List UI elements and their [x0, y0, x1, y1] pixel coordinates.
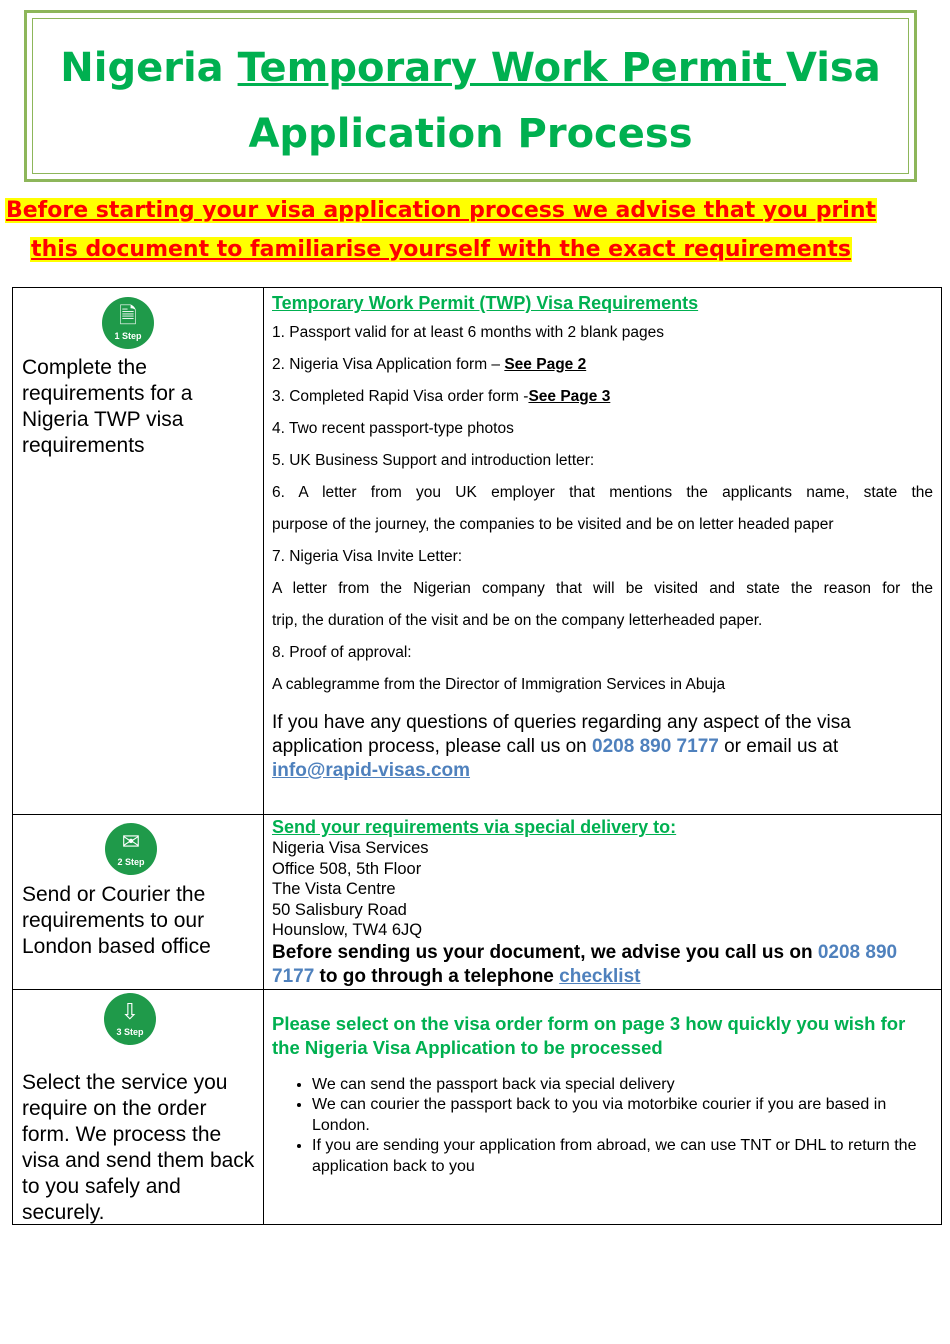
- checklist-link[interactable]: checklist: [559, 965, 641, 987]
- requirement-5: 5. UK Business Support and introduction letter:: [272, 452, 595, 469]
- step3-description: Select the service you require on the order form. We process the visa and send them back to you safely and securely.: [22, 1070, 255, 1224]
- requirement-1: 1. Passport valid for at least 6 months with 2 blank pages: [272, 324, 665, 341]
- address-line: The Vista Centre: [272, 880, 396, 898]
- requirement-6-line2: purpose of the journey, the companies to be visited and be on letter headed paper: [272, 516, 834, 533]
- list-item: • We can courier the passport back to you via motorbike courier if you are based in London.: [312, 1095, 933, 1136]
- address-line: Hounslow, TW4 6JQ: [272, 921, 423, 939]
- step3-heading: Please select on the visa order form on page 3 how quickly you wish for the Nigeria Visa Application to be processed: [272, 1012, 906, 1058]
- before-sending-note: [272, 941, 933, 989]
- step1-right: [264, 288, 942, 815]
- requirement-2-text: 2. Nigeria Visa Application form –: [272, 356, 505, 373]
- list-item: • We can send the passport back via special delivery: [312, 1075, 933, 1096]
- requirement-4: 4. Two recent passport-type photos: [272, 420, 514, 437]
- step2-heading: Send your requirements via special delivery to:: [272, 817, 677, 837]
- requirement-7-detail-line1: A letter from the Nigerian company that will be visited and state the reason for the: [272, 580, 933, 597]
- envelope-icon: ✉: [121, 829, 141, 854]
- address-line: Office 508, 5th Floor: [272, 859, 422, 878]
- download-inbox-icon: ⇩: [120, 998, 140, 1024]
- step2-right: [264, 815, 942, 990]
- title-part2: Visa: [785, 45, 881, 91]
- email-link[interactable]: info@rapid-visas.com: [272, 760, 471, 781]
- address-line: Nigeria Visa Services: [272, 839, 429, 857]
- step1-heading: Temporary Work Permit (TWP) Visa Requirements: [272, 293, 699, 313]
- steps-table: [12, 287, 942, 1225]
- see-page-2-link[interactable]: See Page 2: [504, 356, 587, 373]
- step2-badge-icon: [105, 823, 157, 875]
- after-phone-text: to go through a telephone: [314, 965, 560, 987]
- address-line: 50 Salisbury Road: [272, 900, 407, 919]
- step3-badge-label: 3 Step: [116, 1026, 144, 1037]
- step1-left: [13, 288, 264, 815]
- step2-badge-label: 2 Step: [117, 857, 145, 867]
- requirement-8-detail: A cablegramme from the Director of Immigration Services in Abuja: [272, 676, 726, 693]
- step3-row: [13, 989, 942, 1224]
- title-underlined: Temporary Work Permit: [237, 45, 786, 91]
- title-line2: Application Process: [248, 111, 693, 157]
- list-item: • If you are sending your application from abroad, we can use TNT or DHL to return the application back to you: [312, 1136, 933, 1177]
- step3-badge-icon: [104, 993, 156, 1045]
- step1-row: [13, 288, 942, 815]
- office-address: [272, 838, 933, 941]
- contact-text: If you have any questions of queries regarding any aspect of the visa application process, please call us on: [272, 712, 851, 757]
- step1-badge-label: 1 Step: [114, 331, 142, 341]
- step1-description: Complete the requirements for a Nigeria TWP visa requirements: [22, 356, 193, 457]
- notice-line1: [0, 196, 882, 226]
- notice-line1-text: Before starting your visa application process we advise that you print: [5, 198, 877, 223]
- notice-line2-text: this document to familiarise yourself with the exact requirements: [31, 237, 851, 262]
- requirement-2: [272, 349, 933, 381]
- title-part1: Nigeria: [60, 45, 238, 91]
- document-icon: 🗎: [119, 303, 137, 328]
- requirement-7: 7. Nigeria Visa Invite Letter:: [272, 548, 463, 565]
- see-page-3-link[interactable]: See Page 3: [528, 388, 611, 405]
- step2-row: [13, 815, 942, 990]
- step2-left: [13, 815, 264, 990]
- step1-badge-icon: [102, 297, 154, 349]
- contact-info: [272, 711, 933, 783]
- page-title: [27, 35, 914, 167]
- requirement-6-line1: 6. A letter from you UK employer that mentions the applicants name, state the: [272, 484, 933, 501]
- title-box: [24, 10, 917, 182]
- return-options-list: [272, 1075, 933, 1178]
- requirement-3: [272, 381, 933, 413]
- phone-link[interactable]: 0208 890 7177: [592, 736, 719, 757]
- requirement-7-detail-line2: trip, the duration of the visit and be on the company letterheaded paper.: [272, 612, 763, 629]
- requirement-3-text: 3. Completed Rapid Visa order form -: [272, 388, 529, 405]
- phone-link[interactable]: 0208 890 7177: [272, 941, 898, 987]
- notice-line2: [0, 235, 882, 265]
- contact-mid: or email us at: [718, 736, 839, 757]
- step3-right: [264, 989, 942, 1224]
- before-sending-text: Before sending us your document, we advise you call us on: [272, 941, 818, 963]
- requirement-8: 8. Proof of approval:: [272, 644, 412, 661]
- step2-description: Send or Courier the requirements to our London based office: [22, 883, 211, 958]
- step3-left: [13, 989, 264, 1224]
